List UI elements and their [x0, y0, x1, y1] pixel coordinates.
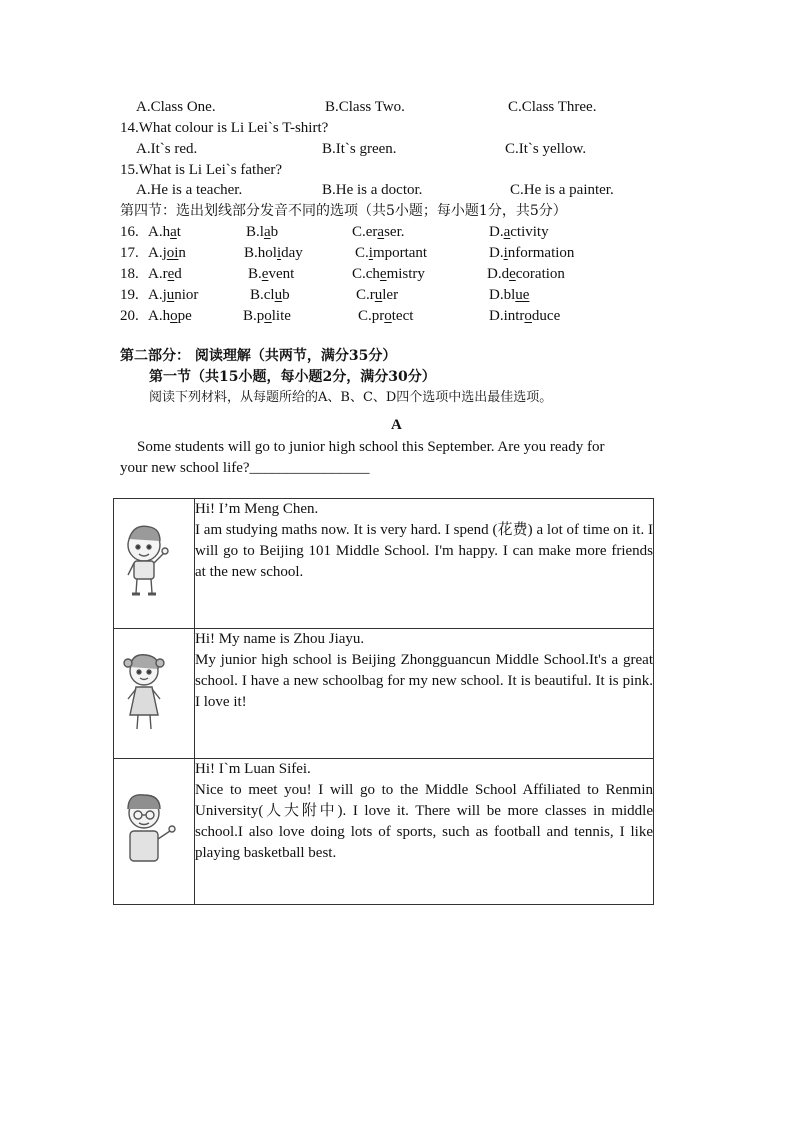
underlined-letters: i [503, 245, 508, 261]
q14-option-c: C.It`s yellow. [505, 141, 587, 157]
option-text: A.h [148, 224, 171, 240]
phonics-option [355, 243, 427, 263]
option-text: D.intr [489, 308, 525, 324]
boy-with-glasses-icon [114, 759, 194, 899]
phonics-option [489, 285, 529, 305]
underlined-letters: o [264, 308, 272, 324]
table-row [114, 499, 654, 629]
underlined-letters: a [503, 224, 511, 240]
option-text: b [270, 224, 279, 240]
underlined-letters: e [379, 266, 387, 282]
q14-stem: 14.What colour is Li Lei`s T-shirt? [120, 120, 329, 136]
passage-label: A [391, 417, 402, 433]
phonics-option [244, 243, 303, 263]
q15-options [0, 180, 794, 200]
underlined-letters: u [374, 287, 383, 303]
student-2-text: My junior high school is Beijing Zhongguancun Middle School.It's a great school. I have a new schoolbag for my new school. It is beautiful. It is pink. I love it! [195, 652, 653, 710]
q15-option-b: B.He is a doctor. [322, 182, 423, 198]
intro-line-2: your new school life?________________ [120, 460, 370, 476]
q14-option-b: B.It`s green. [322, 141, 397, 157]
option-text: lite [271, 308, 291, 324]
phonics-option [489, 222, 549, 242]
q15-option-c: C.He is a painter. [510, 182, 614, 198]
phonics-row-18 [0, 264, 794, 284]
option-text: vent [268, 266, 295, 282]
q15-option-a: A.He is a teacher. [136, 182, 243, 198]
intro-line-1: Some students will go to junior high school this September. Are you ready for [137, 439, 605, 455]
option-text: D.bl [489, 287, 516, 303]
student-2-greeting: Hi! My name is Zhou Jiayu. [195, 631, 365, 647]
underlined-letters: e [509, 266, 516, 282]
option-text: ler [382, 287, 399, 303]
q13-option-b: B.Class Two. [325, 99, 405, 115]
phonics-option [248, 264, 294, 284]
option-text: nformation [507, 245, 575, 261]
phonics-option [358, 306, 413, 326]
question-number: 16. [120, 224, 139, 240]
question-number: 17. [120, 245, 139, 261]
table-row [114, 759, 654, 905]
question-number: 19. [120, 287, 139, 303]
underlined-letters: a [377, 224, 385, 240]
option-text: C.pr [358, 308, 385, 324]
option-text: t [176, 224, 181, 240]
underlined-letters: a [170, 224, 177, 240]
option-text: nior [174, 287, 199, 303]
phonics-option [246, 222, 278, 242]
student-3-cell [195, 759, 654, 905]
phonics-option [489, 243, 574, 263]
option-text: C.ch [352, 266, 380, 282]
boy-cartoon-icon [114, 499, 194, 623]
phonics-option [148, 222, 181, 242]
option-text: mistry [386, 266, 425, 282]
option-text: A.j [148, 245, 167, 261]
phonics-option [489, 306, 560, 326]
phonics-row-20 [0, 306, 794, 326]
option-text: mportant [372, 245, 428, 261]
underlined-letters: ue [515, 287, 530, 303]
question-number: 20. [120, 308, 139, 324]
underlined-letters: a [263, 224, 271, 240]
boy-avatar-cell [114, 499, 195, 629]
student-1-text: I am studying maths now. It is very hard. I spend (花费) a lot of time on it. I will go to Beijing 101 Middle School. I'm happy. I can make more friends at the new school. [195, 522, 653, 580]
option-text: n [178, 245, 186, 261]
phonics-option [148, 264, 182, 284]
q13-option-a: A.Class One. [136, 99, 216, 115]
option-text: C.r [356, 287, 375, 303]
option-text: C.er [352, 224, 378, 240]
option-text: C. [355, 245, 369, 261]
underlined-letters: o [524, 308, 532, 324]
q13-option-c: C.Class Three. [508, 99, 597, 115]
option-text: ser. [384, 224, 405, 240]
option-text: B.cl [250, 287, 275, 303]
phonics-option [148, 285, 198, 305]
option-text: B.p [243, 308, 265, 324]
student-3-greeting: Hi! I`m Luan Sifei. [195, 761, 311, 777]
option-text: pe [177, 308, 192, 324]
underlined-letters: oi [166, 245, 179, 261]
section1-title: 第一节（共15小题，每小题2分，满分30分） [149, 369, 436, 385]
underlined-letters: e [167, 266, 175, 282]
student-3-text: Nice to meet you! I will go to the Middle School Affiliated to Renmin University(人大附中). I love it. There will be more classes in middle school.I also love doing lots of sports, such as football and tennis, I like playing basketball best. [195, 782, 653, 861]
section4-title: 第四节：选出划线部分发音不同的选项（共5小题；每小题1分，共5分） [120, 203, 567, 219]
phonics-row-16 [0, 222, 794, 242]
q14-option-a: A.It`s red. [136, 141, 198, 157]
option-text: coration [515, 266, 565, 282]
underlined-letters: o [170, 308, 178, 324]
students-table [113, 498, 654, 905]
option-text: b [282, 287, 290, 303]
option-text: ctivity [510, 224, 549, 240]
underlined-letters: u [166, 287, 175, 303]
option-text: D. [489, 224, 504, 240]
phonics-option [148, 243, 186, 263]
boy2-avatar-cell [114, 759, 195, 905]
underlined-letters: e [261, 266, 269, 282]
phonics-option [352, 264, 425, 284]
student-1-greeting: Hi! I’m Meng Chen. [195, 501, 319, 517]
instruction: 阅读下列材料，从每题所给的A、B、C、D四个选项中选出最佳选项。 [149, 390, 553, 405]
phonics-option [356, 285, 398, 305]
phonics-option [352, 222, 405, 242]
option-text: duce [531, 308, 561, 324]
q14-options [0, 139, 794, 159]
option-text: d [174, 266, 182, 282]
girl-avatar-cell [114, 629, 195, 759]
option-text: day [281, 245, 303, 261]
student-2-cell [195, 629, 654, 759]
option-text: B. [248, 266, 262, 282]
part2-title: 第二部分： 阅读理解（共两节，满分35分） [120, 348, 397, 364]
option-text: A.r [148, 266, 168, 282]
phonics-option [148, 306, 192, 326]
phonics-option [487, 264, 565, 284]
option-text: B.hol [244, 245, 277, 261]
q13-options [0, 97, 794, 117]
option-text: A.j [148, 287, 167, 303]
phonics-option [250, 285, 290, 305]
question-number: 18. [120, 266, 139, 282]
option-text: tect [391, 308, 414, 324]
option-text: B.l [246, 224, 264, 240]
underlined-letters: i [276, 245, 282, 261]
phonics-row-17 [0, 243, 794, 263]
option-text: D. [489, 245, 504, 261]
student-1-cell [195, 499, 654, 629]
option-text: A.h [148, 308, 171, 324]
girl-cartoon-icon [114, 629, 194, 753]
option-text: D.d [487, 266, 510, 282]
table-row [114, 629, 654, 759]
underlined-letters: i [368, 245, 373, 261]
q15-stem: 15.What is Li Lei`s father? [120, 162, 283, 178]
phonics-row-19 [0, 285, 794, 305]
underlined-letters: u [274, 287, 283, 303]
phonics-option [243, 306, 291, 326]
underlined-letters: o [384, 308, 392, 324]
